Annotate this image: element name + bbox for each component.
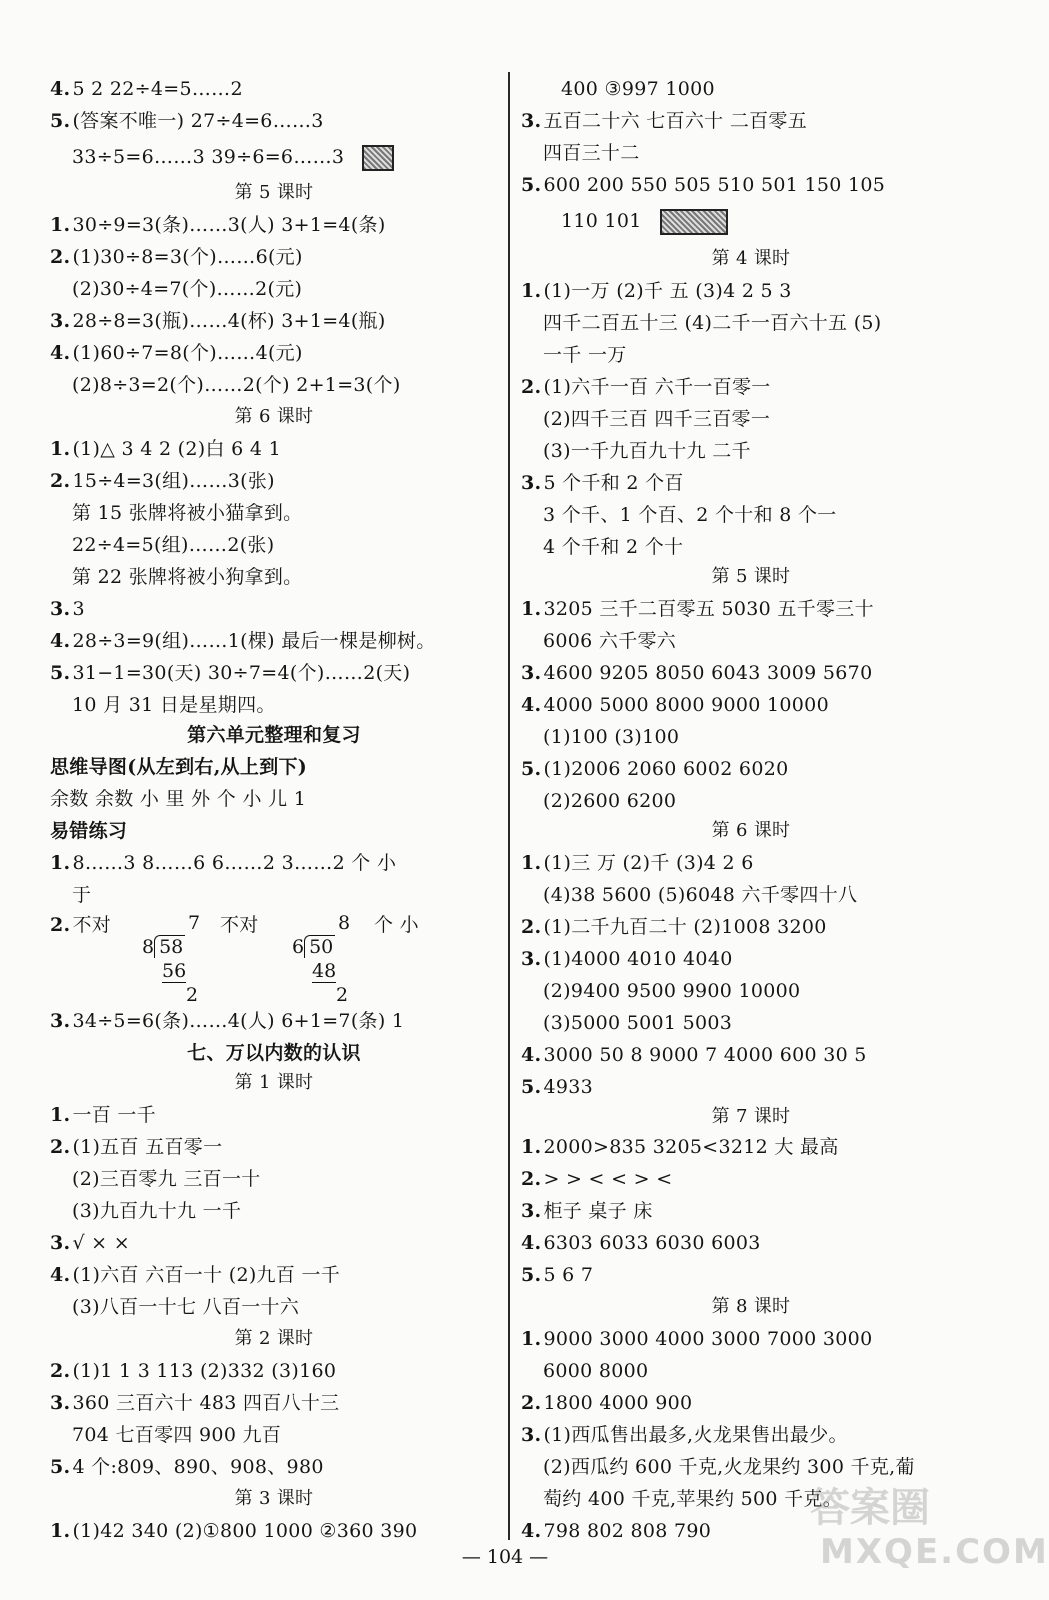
answer-line: (2)三百零九 三百一十 [72, 1168, 261, 1190]
answer-line: (2)2600 6200 [543, 790, 677, 812]
answer-line: 四千二百五十三 (4)二千一百六十五 (5) [543, 312, 882, 334]
answer-line: (3)九百九十九 一千 [72, 1200, 242, 1222]
answer-line: 2. (1)30÷8=3(个)……6(元) [50, 246, 303, 268]
column-divider [508, 72, 510, 1540]
answer-line: (3)八百一十七 八百一十六 [72, 1296, 300, 1318]
watermark-text: 答案圈 [810, 1485, 930, 1531]
divisor: 6 [292, 936, 305, 958]
section-heading: 第 4 课时 [711, 248, 791, 269]
answer-line: 1. (1)42 340 (2)①800 1000 ②360 390 [50, 1520, 418, 1542]
section-heading: 第 7 课时 [711, 1106, 791, 1127]
answer-line: 110 101 [561, 208, 728, 235]
answer-line: (2)西瓜约 600 千克,火龙果约 300 千克,葡 [543, 1456, 915, 1478]
answer-line: 第 22 张牌将被小狗拿到。 [72, 566, 303, 588]
answer-line: 3. (1)4000 4010 4040 [521, 948, 733, 970]
answer-line: 3. 3 [50, 598, 85, 620]
answer-line: 1. (1)三 万 (2)千 (3)4 2 6 [521, 852, 754, 874]
product: 48 [312, 960, 337, 982]
answer-line: (2)8÷3=2(个)……2(个) 2+1=3(个) [72, 374, 401, 396]
answer-line: 2. 1800 4000 900 [521, 1392, 693, 1414]
answer-line: 4. 798 802 808 790 [521, 1520, 712, 1542]
unit-heading: 第六单元整理和复习 [187, 724, 361, 746]
answer-line: 3. 5 个千和 2 个百 [521, 472, 684, 494]
answer-line: 4. (1)六百 六百一十 (2)九百 一千 [50, 1264, 341, 1286]
answer-line: 一千 一万 [543, 344, 627, 366]
answer-line: 33÷5=6……3 39÷6=6……3 [72, 144, 394, 171]
answer-line: 4. 4000 5000 8000 9000 10000 [521, 694, 829, 716]
quotient: 8 [338, 912, 351, 934]
answer-line: 2. > > < < > < [521, 1168, 673, 1190]
answer-line: (2)四千三百 四千三百零一 [543, 408, 771, 430]
answer-line: 2. (1)二千九百二十 (2)1008 3200 [521, 916, 827, 938]
answer-line: 3. 4600 9205 8050 6043 3009 5670 [521, 662, 873, 684]
answer-line: 5. 600 200 550 505 510 501 150 105 [521, 174, 886, 196]
answer-line: 3. 360 三百六十 483 四百八十三 [50, 1392, 340, 1414]
section-heading: 第 8 课时 [711, 1296, 791, 1317]
answer-line: 1. (1)△ 3 4 2 (2)白 6 4 1 [50, 438, 281, 460]
answer-line: 2. 15÷4=3(组)……3(张) [50, 470, 275, 492]
dividend: 58 [154, 935, 185, 958]
answer-line: 4 个千和 2 个十 [543, 536, 684, 558]
answer-line: 5. 4933 [521, 1076, 593, 1098]
answer-line: (2)9400 9500 9900 10000 [543, 980, 801, 1002]
answer-line: 5. 31−1=30(天) 30÷7=4(个)……2(天) [50, 662, 411, 684]
answer-line: 2. (1)六千一百 六千一百零一 [521, 376, 771, 398]
answer-line: 1. (1)一万 (2)千 五 (3)4 2 5 3 [521, 280, 792, 302]
answer-line: 3 个千、1 个百、2 个十和 8 个一 [543, 504, 837, 526]
answer-line: 22÷4=5(组)……2(张) [72, 534, 275, 556]
watermark-url: MXQE.COM [820, 1532, 1049, 1572]
answer-line: 6000 8000 [543, 1360, 649, 1382]
answer-line: 3. 五百二十六 七百六十 二百零五 [521, 110, 808, 132]
answer-line: 5. 5 6 7 [521, 1264, 594, 1286]
answer-line: 3. √ × × [50, 1232, 130, 1254]
quotient: 7 [188, 912, 201, 934]
answer-line: 5. (1)2006 2060 6002 6020 [521, 758, 789, 780]
answer-line: 4. (1)60÷7=8(个)……4(元) [50, 342, 303, 364]
answer-line: (1)100 (3)100 [543, 726, 680, 748]
answer-line: 第 15 张牌将被小猫拿到。 [72, 502, 303, 524]
answer-line: (3)一千九百九十九 二千 [543, 440, 751, 462]
answer-line: 2. (1)1 1 3 113 (2)332 (3)160 [50, 1360, 337, 1382]
answer-line: 1. 3205 三千二百零五 5030 五千零三十 [521, 598, 874, 620]
answer-line: 1. 一百 一千 [50, 1104, 156, 1126]
answer-line: 余数 余数 小 里 外 个 小 儿 1 [50, 788, 307, 810]
answer-line: 3. 28÷8=3(瓶)……4(杯) 3+1=4(瓶) [50, 310, 386, 332]
section-heading: 第 6 课时 [711, 820, 791, 841]
answer-line: 2. 不对 [50, 914, 112, 936]
answer-line: 四百三十二 [543, 142, 640, 164]
answer-line: 4. 6303 6033 6030 6003 [521, 1232, 761, 1254]
remainder: 2 [336, 984, 349, 1006]
answer-line: 704 七百零四 900 九百 [72, 1424, 282, 1446]
answer-line: (3)5000 5001 5003 [543, 1012, 733, 1034]
stamp-icon [362, 145, 394, 171]
answer-line: 2. (1)五百 五百零一 [50, 1136, 223, 1158]
answer-line: 萄约 400 千克,苹果约 500 千克。 [543, 1488, 843, 1510]
answer-line: (2)30÷4=7(个)……2(元) [72, 278, 303, 300]
answer-line: 个 小 [374, 914, 419, 936]
divisor: 8 [142, 936, 155, 958]
answer-line: 10 月 31 日是星期四。 [72, 694, 276, 716]
answer-line: (4)38 5600 (5)6048 六千零四十八 [543, 884, 858, 906]
answer-line: 400 ③997 1000 [561, 78, 715, 100]
section-heading: 第 5 课时 [711, 566, 791, 587]
answer-line: 1. 2000>835 3205<3212 大 最高 [521, 1136, 839, 1158]
answer-line: 3. 柜子 桌子 床 [521, 1200, 653, 1222]
answer-line: 5. (答案不唯一) 27÷4=6……3 [50, 110, 324, 132]
section-heading: 第 3 课时 [234, 1488, 314, 1509]
section-heading: 第 6 课时 [234, 406, 314, 427]
dividend: 50 [304, 935, 335, 958]
remainder: 2 [186, 984, 199, 1006]
unit-heading: 七、万以内数的认识 [187, 1042, 361, 1064]
answer-line: 5. 4 个:809、890、908、980 [50, 1456, 324, 1478]
subheading: 易错练习 [50, 820, 128, 842]
answer-line: 于 [72, 884, 92, 906]
answer-line: 4. 3000 50 8 9000 7 4000 600 30 5 [521, 1044, 867, 1066]
section-heading: 第 1 课时 [234, 1072, 314, 1093]
answer-line: 不对 [220, 914, 259, 936]
page-number: — 104 — [461, 1546, 549, 1568]
answer-line: 3. (1)西瓜售出最多,火龙果售出最少。 [521, 1424, 848, 1446]
answer-line: 3. 34÷5=6(条)……4(人) 6+1=7(条) 1 [50, 1010, 405, 1032]
watermark-logo [800, 1476, 1049, 1586]
answer-line: 1. 9000 3000 4000 3000 7000 3000 [521, 1328, 873, 1350]
subheading: 思维导图(从左到右,从上到下) [50, 756, 308, 778]
answer-line: 4. 28÷3=9(组)……1(棵) 最后一棵是柳树。 [50, 630, 436, 652]
section-heading: 第 2 课时 [234, 1328, 314, 1349]
product: 56 [162, 960, 187, 982]
stamp-icon [660, 209, 728, 235]
section-heading: 第 5 课时 [234, 182, 314, 203]
answer-line: 1. 30÷9=3(条)……3(人) 3+1=4(条) [50, 214, 386, 236]
answer-line: 1. 8……3 8……6 6……2 3……2 个 小 [50, 852, 397, 874]
answer-line: 4. 5 2 22÷4=5……2 [50, 78, 243, 100]
answer-line: 6006 六千零六 [543, 630, 677, 652]
